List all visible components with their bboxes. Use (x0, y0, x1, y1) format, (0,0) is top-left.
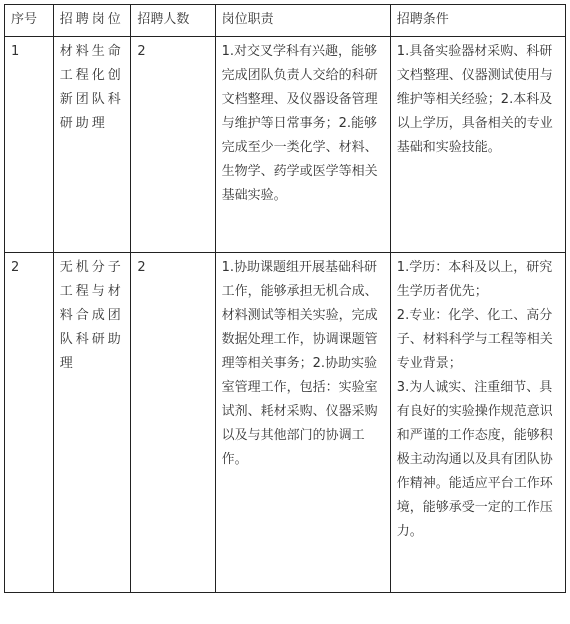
header-duty: 岗位职责 (215, 5, 390, 37)
row-duty: 1.协助课题组开展基础科研工作，能够承担无机合成、材料测试等相关实验，完成数据处理工作，协调课题管理等相关事务；2.协助实验室管理工作，包括：实验室试剂、耗材采购、仪器采购以及与其他部门的协调工作。 (215, 253, 390, 593)
req-paragraph: 1.具备实验器材采购、科研文档整理、仪器测试使用与维护等相关经验；2.本科及以上学历，具备相关的专业基础和实验技能。 (396, 44, 553, 155)
row-count: 2 (131, 37, 215, 253)
table-row (5, 253, 566, 593)
table-row (5, 37, 566, 253)
req-paragraph: 2.专业：化学、化工、高分子、材料科学与工程等相关专业背景； (396, 308, 553, 371)
table-header-row (5, 5, 566, 37)
header-count: 招聘人数 (131, 5, 215, 37)
header-req: 招聘条件 (390, 5, 565, 37)
header-title: 招聘岗位 (53, 5, 131, 37)
row-title: 无机分子工程与材料合成团队科研助理 (53, 253, 131, 593)
req-paragraph: 3.为人诚实、注重细节、具有良好的实验操作规范意识和严谨的工作态度，能够积极主动沟通以及具有团队协作精神。能适应平台工作环境，能够承受一定的工作压力。 (396, 380, 553, 539)
row-req (390, 253, 565, 593)
row-num: 1 (5, 37, 54, 253)
row-duty: 1.对交叉学科有兴趣，能够完成团队负责人交给的科研文档整理、及仪器设备管理与维护等日常事务；2.能够完成至少一类化学、材料、生物学、药学或医学等相关基础实验。 (215, 37, 390, 253)
row-req (390, 37, 565, 253)
row-num: 2 (5, 253, 54, 593)
row-count: 2 (131, 253, 215, 593)
header-num: 序号 (5, 5, 54, 37)
recruitment-table (4, 4, 566, 593)
req-paragraph: 1.学历：本科及以上，研究生学历者优先； (396, 260, 553, 299)
row-title: 材料生命工程化创新团队科研助理 (53, 37, 131, 253)
